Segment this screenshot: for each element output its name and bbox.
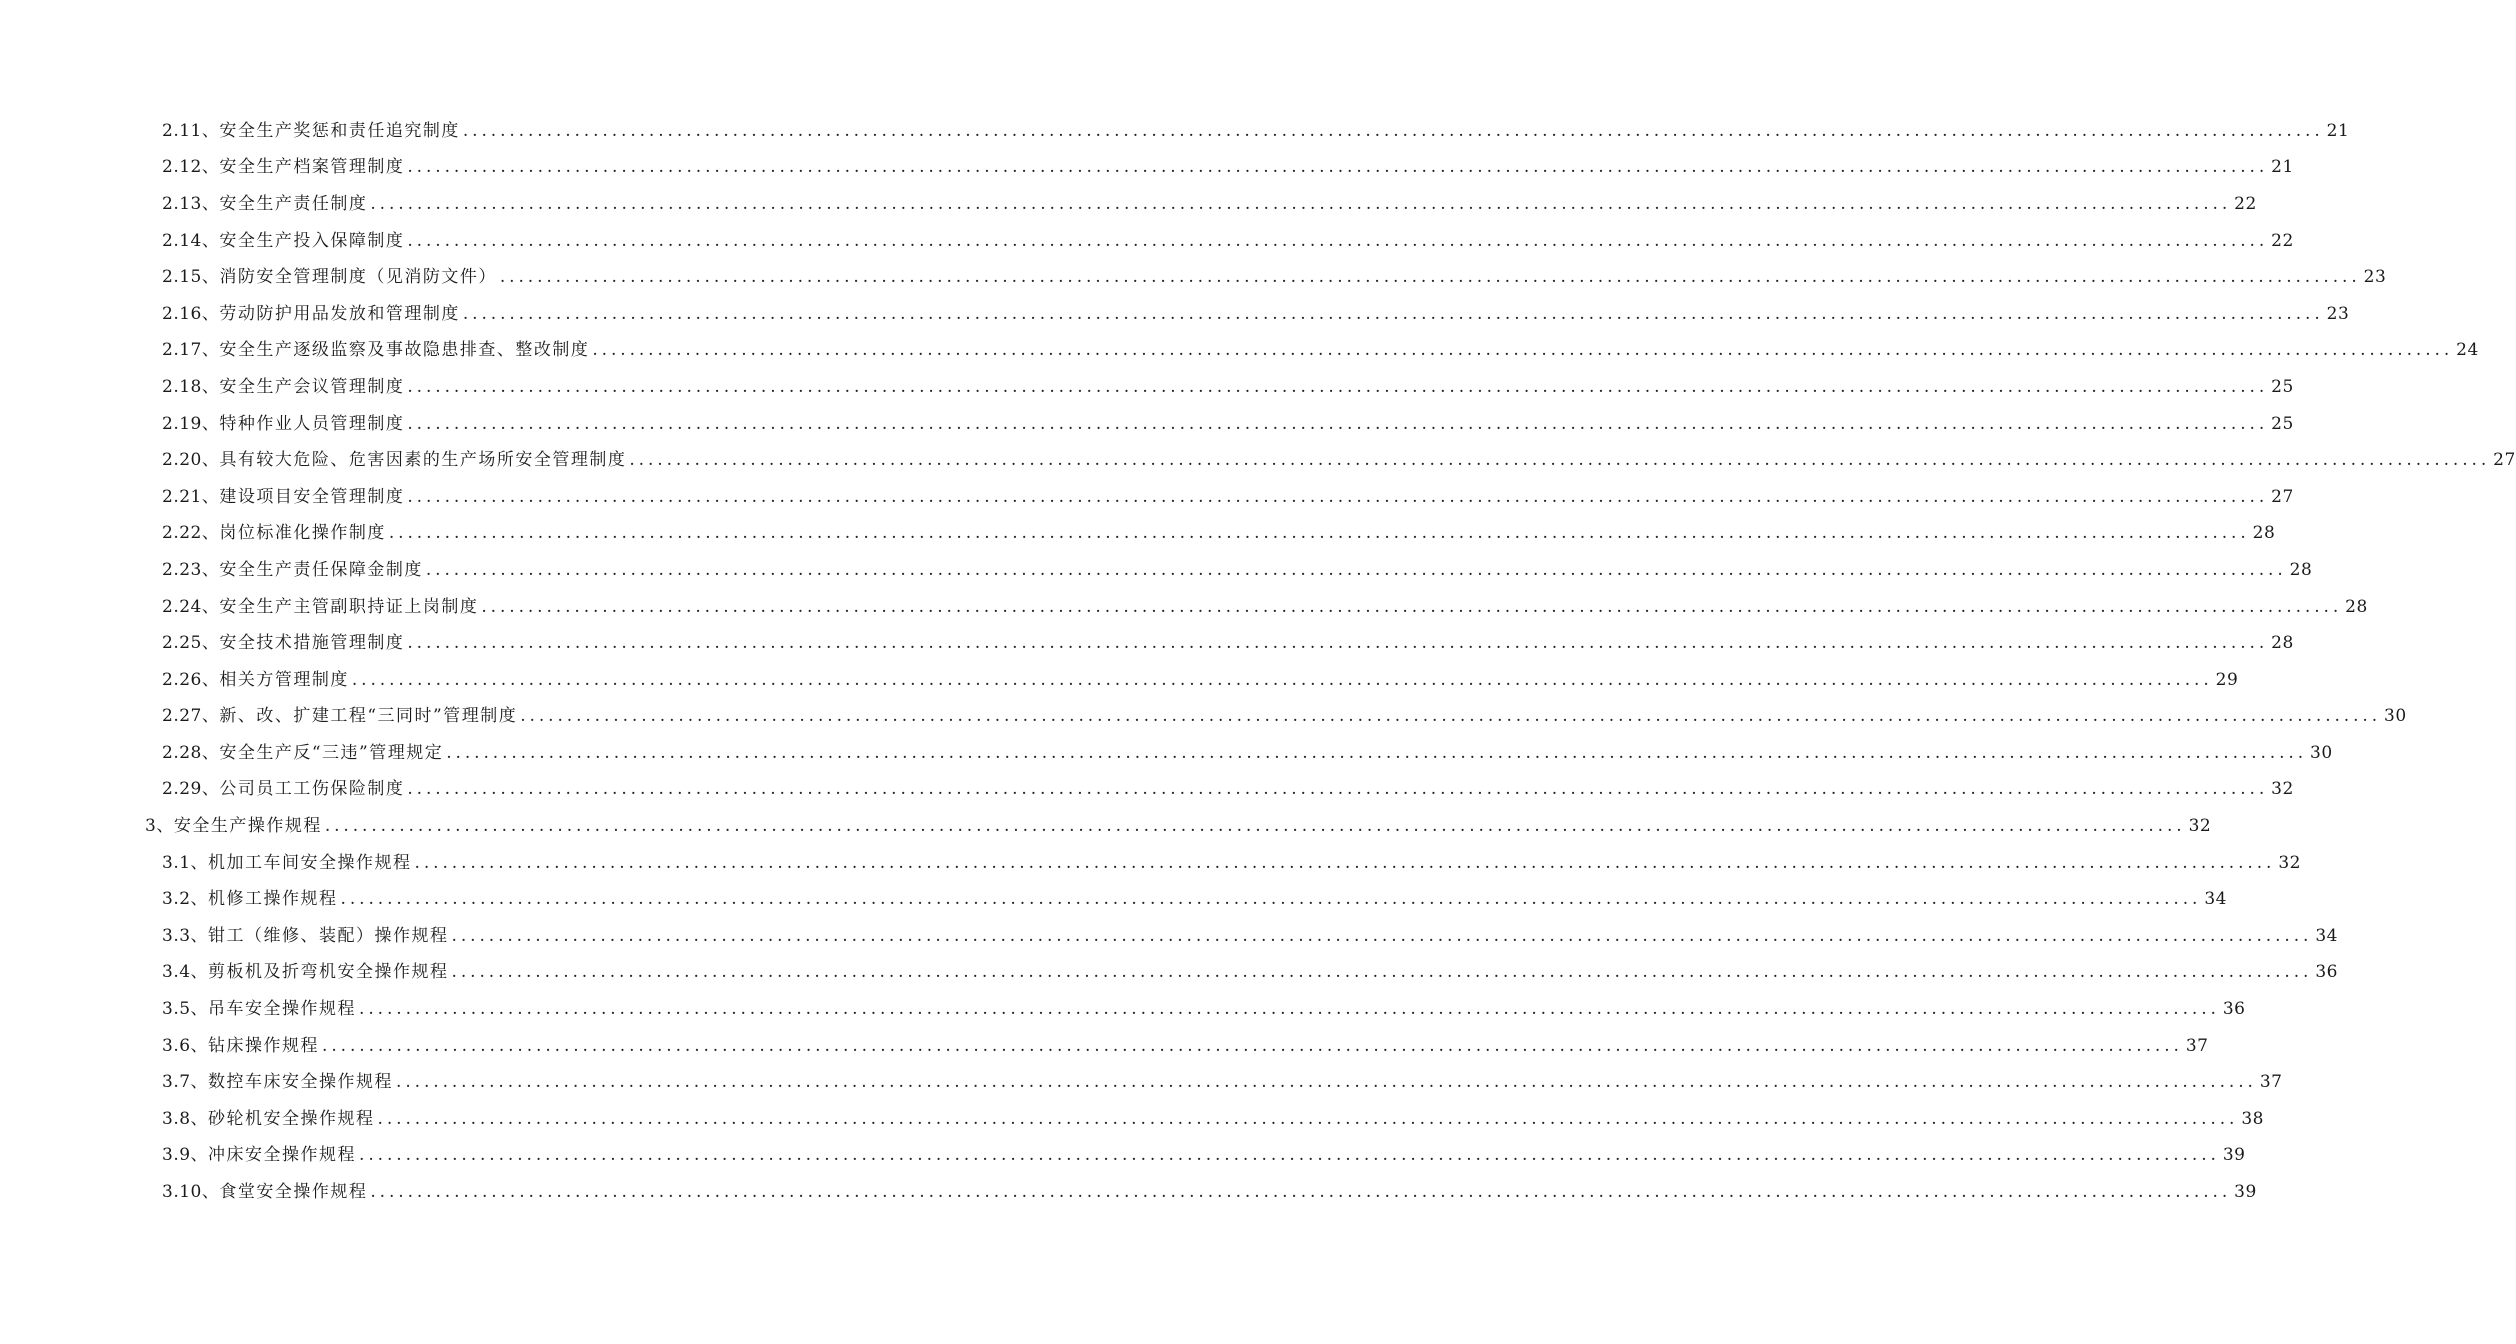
toc-entry-page-number: 22 [2271, 230, 2294, 251]
toc-entry-line [162, 592, 2368, 617]
toc-entry-page-number: 25 [2271, 413, 2294, 434]
toc-entry-title: 吊车安全操作规程 [208, 999, 357, 1020]
dot-leader: ........................................................................................................................................................................................................ [407, 157, 2269, 178]
dot-leader: ........................................................................................................................................................................................................ [322, 1035, 2183, 1056]
toc-entry-page-number: 23 [2363, 267, 2387, 288]
toc-entry-number: 2.23、 [162, 559, 220, 580]
dot-leader: ........................................................................................................................................................................................................ [451, 925, 2313, 946]
toc-entry-number: 2.29、 [162, 779, 220, 800]
toc-entry-page-number: 27 [2493, 450, 2516, 471]
toc-entry-title: 安全生产责任保障金制度 [219, 559, 423, 580]
toc-entry-line [162, 1104, 2264, 1129]
toc-entry-title: 安全生产主管副职持证上岗制度 [219, 596, 479, 617]
toc-entry[interactable] [0, 147, 2294, 184]
toc-entry[interactable] [0, 256, 2387, 293]
toc-entry-title: 建设项目安全管理制度 [219, 486, 405, 507]
dot-leader: ........................................................................................................................................................................................................ [481, 596, 2343, 617]
toc-entry-title: 公司员工工伤保险制度 [219, 779, 405, 800]
dot-leader: ........................................................................................................................................................................................................ [359, 999, 2220, 1020]
dot-leader: ........................................................................................................................................................................................................ [407, 633, 2269, 654]
toc-entry-line [162, 372, 2294, 397]
toc-entry-page-number: 25 [2271, 376, 2294, 397]
toc-entry-title: 食堂安全操作规程 [219, 1182, 368, 1203]
toc-entry[interactable] [0, 366, 2294, 403]
toc-entry-number: 3.9、 [162, 1145, 209, 1166]
toc-entry[interactable] [0, 1061, 2283, 1098]
toc-entry-line [162, 555, 2313, 580]
toc-entry-page-number: 22 [2234, 193, 2257, 214]
toc-entry[interactable] [0, 476, 2294, 513]
dot-leader: ........................................................................................................................................................................................................ [414, 852, 2276, 873]
dot-leader: ........................................................................................................................................................................................................ [407, 486, 2269, 507]
toc-entry[interactable] [0, 696, 2407, 733]
toc-entry-page-number: 23 [2326, 303, 2350, 324]
toc-entry-page-number: 38 [2241, 1108, 2264, 1129]
dot-leader: ........................................................................................................................................................................................................ [451, 962, 2313, 983]
toc-entry-line [162, 665, 2239, 690]
toc-entry-line [162, 628, 2294, 654]
toc-entry-line [162, 884, 2227, 910]
toc-entry-page-number: 28 [2271, 633, 2294, 654]
toc-entry-title: 新、改、扩建工程“三同时”管理制度 [219, 706, 518, 727]
toc-entry-number: 3.2、 [162, 889, 209, 910]
toc-entry[interactable] [0, 330, 2479, 367]
toc-entry[interactable] [0, 1135, 2246, 1172]
dot-leader: ........................................................................................................................................................................................................ [462, 120, 2324, 141]
dot-leader: ........................................................................................................................................................................................................ [370, 1182, 2232, 1203]
toc-entry-page-number: 32 [2188, 816, 2212, 837]
toc-entry-number: 3.5、 [162, 999, 209, 1020]
dot-leader: ........................................................................................................................................................................................................ [407, 779, 2269, 800]
toc-entry[interactable] [0, 988, 2246, 1025]
toc-entry-number: 3.7、 [162, 1072, 209, 1093]
dot-leader: ........................................................................................................................................................................................................ [446, 742, 2308, 763]
dot-leader: ........................................................................................................................................................................................................ [370, 193, 2232, 214]
toc-entry-number: 2.14、 [162, 230, 220, 251]
toc-entry[interactable] [0, 110, 2350, 147]
toc-entry-title: 安全生产反“三违”管理规定 [219, 742, 444, 763]
toc-entry[interactable] [0, 659, 2239, 696]
toc-entry-number: 2.27、 [162, 706, 220, 727]
toc-entry-number: 2.25、 [162, 633, 220, 654]
dot-leader: ........................................................................................................................................................................................................ [388, 523, 2250, 544]
toc-entry[interactable] [0, 952, 2338, 989]
toc-entry-number: 2.12、 [162, 157, 220, 178]
dot-leader: ........................................................................................................................................................................................................ [407, 230, 2269, 251]
toc-entry-number: 2.28、 [162, 742, 220, 763]
toc-entry-line [162, 1031, 2209, 1056]
toc-entry[interactable] [0, 805, 2212, 842]
toc-entry-page-number: 39 [2222, 1145, 2246, 1166]
toc-entry-line [145, 811, 2212, 837]
toc-entry-page-number: 32 [2278, 852, 2301, 873]
toc-entry-page-number: 30 [2310, 742, 2333, 763]
toc-entry-number: 3.10、 [162, 1182, 220, 1203]
dot-leader: ........................................................................................................................................................................................................ [377, 1108, 2239, 1129]
toc-entry-line [162, 189, 2257, 214]
toc-entry-page-number: 28 [2289, 559, 2313, 580]
toc-entry-page-number: 24 [2456, 340, 2479, 361]
toc-entry-title: 剪板机及折弯机安全操作规程 [208, 962, 449, 983]
toc-entry-page-number: 21 [2326, 120, 2350, 141]
toc-entry-title: 具有较大危险、危害因素的生产场所安全管理制度 [219, 450, 627, 471]
dot-leader: ........................................................................................................................................................................................................ [340, 889, 2202, 910]
toc-entry-page-number: 36 [2222, 999, 2246, 1020]
toc-entry-page-number: 28 [2252, 523, 2276, 544]
toc-entry-line [162, 1140, 2246, 1166]
toc-entry-number: 3、 [145, 816, 174, 837]
toc-entry-page-number: 37 [2259, 1072, 2283, 1093]
toc-entry-number: 3.1、 [162, 852, 209, 873]
toc-entry-number: 2.18、 [162, 376, 220, 397]
dot-leader: ........................................................................................................................................................................................................ [462, 303, 2324, 324]
toc-entry[interactable] [0, 220, 2294, 257]
toc-entry-number: 2.17、 [162, 340, 220, 361]
dot-leader: ........................................................................................................................................................................................................ [324, 816, 2186, 837]
toc-entry-page-number: 34 [2315, 925, 2338, 946]
toc-entry-number: 2.15、 [162, 267, 220, 288]
toc-entry-title: 安全生产责任制度 [219, 193, 368, 214]
toc-entry-line [162, 1177, 2257, 1203]
dot-leader: ........................................................................................................................................................................................................ [592, 340, 2454, 361]
toc-entry[interactable] [0, 1098, 2264, 1135]
toc-entry[interactable] [0, 732, 2333, 769]
toc-entry-line [162, 701, 2407, 727]
toc-entry-line [162, 957, 2338, 983]
toc-entry-title: 安全生产操作规程 [173, 816, 322, 837]
toc-entry-page-number: 21 [2271, 157, 2294, 178]
toc-entry-number: 2.24、 [162, 596, 220, 617]
toc-entry-line [162, 116, 2350, 141]
toc-entry-line [162, 409, 2294, 434]
toc-entry-page-number: 34 [2204, 889, 2227, 910]
toc-entry-page-number: 39 [2234, 1182, 2257, 1203]
toc-entry-number: 2.13、 [162, 193, 220, 214]
toc-entry-line [162, 1067, 2283, 1093]
toc-entry-number: 2.20、 [162, 450, 220, 471]
toc-entry[interactable] [0, 549, 2313, 586]
toc-entry[interactable] [0, 842, 2301, 879]
toc-entry-page-number: 29 [2215, 669, 2239, 690]
dot-leader: ........................................................................................................................................................................................................ [351, 669, 2213, 690]
toc-entry-line [162, 848, 2301, 873]
toc-entry-title: 安全生产奖惩和责任追究制度 [219, 120, 460, 141]
toc-entry-title: 砂轮机安全操作规程 [208, 1108, 375, 1129]
toc-entry-title: 安全生产会议管理制度 [219, 376, 405, 397]
toc-entry-title: 安全技术措施管理制度 [219, 633, 405, 654]
toc-entry-page-number: 32 [2271, 779, 2294, 800]
toc-entry-line [162, 262, 2387, 288]
toc-entry-title: 机加工车间安全操作规程 [208, 852, 412, 873]
toc-entry-number: 3.6、 [162, 1035, 209, 1056]
toc-entry-line [162, 921, 2338, 946]
toc-entry-number: 2.11、 [162, 120, 220, 141]
dot-leader: ........................................................................................................................................................................................................ [520, 706, 2382, 727]
toc-entry-number: 2.16、 [162, 303, 220, 324]
toc-entry-title: 岗位标准化操作制度 [219, 523, 386, 544]
toc-entry-line [162, 299, 2350, 324]
toc-entry-number: 2.19、 [162, 413, 220, 434]
toc-entry[interactable] [0, 878, 2227, 915]
toc-entry-title: 数控车床安全操作规程 [208, 1072, 394, 1093]
dot-leader: ........................................................................................................................................................................................................ [499, 267, 2361, 288]
toc-entry-title: 消防安全管理制度（见消防文件） [219, 267, 497, 288]
toc-entry-title: 钳工（维修、装配）操作规程 [208, 925, 449, 946]
toc-entry[interactable] [0, 769, 2294, 806]
toc-entry-title: 劳动防护用品发放和管理制度 [219, 303, 460, 324]
toc-entry-line [162, 994, 2246, 1020]
dot-leader: ........................................................................................................................................................................................................ [629, 450, 2491, 471]
toc-entry[interactable] [0, 586, 2368, 623]
toc-entry-title: 相关方管理制度 [219, 669, 349, 690]
toc-entry-title: 安全生产投入保障制度 [219, 230, 405, 251]
toc-entry-number: 3.8、 [162, 1108, 209, 1129]
toc-entry-line [162, 335, 2479, 361]
dot-leader: ........................................................................................................................................................................................................ [407, 413, 2269, 434]
dot-leader: ........................................................................................................................................................................................................ [425, 559, 2287, 580]
toc-entry-title: 冲床安全操作规程 [208, 1145, 357, 1166]
toc-entry-page-number: 36 [2315, 962, 2338, 983]
toc-entry-title: 安全生产档案管理制度 [219, 157, 405, 178]
dot-leader: ........................................................................................................................................................................................................ [407, 376, 2269, 397]
toc-entry-page-number: 37 [2185, 1035, 2209, 1056]
toc-entry-line [162, 226, 2294, 251]
toc-entry-number: 3.3、 [162, 925, 209, 946]
toc-entry-number: 3.4、 [162, 962, 209, 983]
toc-entry-page-number: 30 [2384, 706, 2407, 727]
toc-entry[interactable] [0, 439, 2516, 476]
toc-entry-line [162, 774, 2294, 800]
toc-entry-number: 2.26、 [162, 669, 220, 690]
toc-entry-title: 机修工操作规程 [208, 889, 338, 910]
toc-entry[interactable] [0, 183, 2257, 220]
toc-entry-line [162, 152, 2294, 178]
toc-entry-title: 安全生产逐级监察及事故隐患排查、整改制度 [219, 340, 590, 361]
toc-entry-number: 2.21、 [162, 486, 220, 507]
toc-entry-line [162, 518, 2276, 544]
toc-entry[interactable] [0, 1025, 2209, 1062]
toc-entry[interactable] [0, 293, 2350, 330]
toc-entry-page-number: 27 [2271, 486, 2294, 507]
toc-entry-line [162, 445, 2516, 471]
toc-entry-page-number: 28 [2345, 596, 2368, 617]
toc-entry[interactable] [0, 1171, 2257, 1208]
toc-entry[interactable] [0, 403, 2294, 440]
table-of-contents [0, 110, 2516, 1208]
dot-leader: ........................................................................................................................................................................................................ [359, 1145, 2220, 1166]
toc-entry[interactable] [0, 915, 2338, 952]
dot-leader: ........................................................................................................................................................................................................ [396, 1072, 2257, 1093]
toc-entry[interactable] [0, 622, 2294, 659]
toc-entry-number: 2.22、 [162, 523, 220, 544]
toc-entry-title: 特种作业人员管理制度 [219, 413, 405, 434]
toc-entry-line [162, 738, 2333, 763]
toc-entry[interactable] [0, 513, 2276, 550]
toc-entry-line [162, 482, 2294, 507]
toc-entry-title: 钻床操作规程 [208, 1035, 320, 1056]
